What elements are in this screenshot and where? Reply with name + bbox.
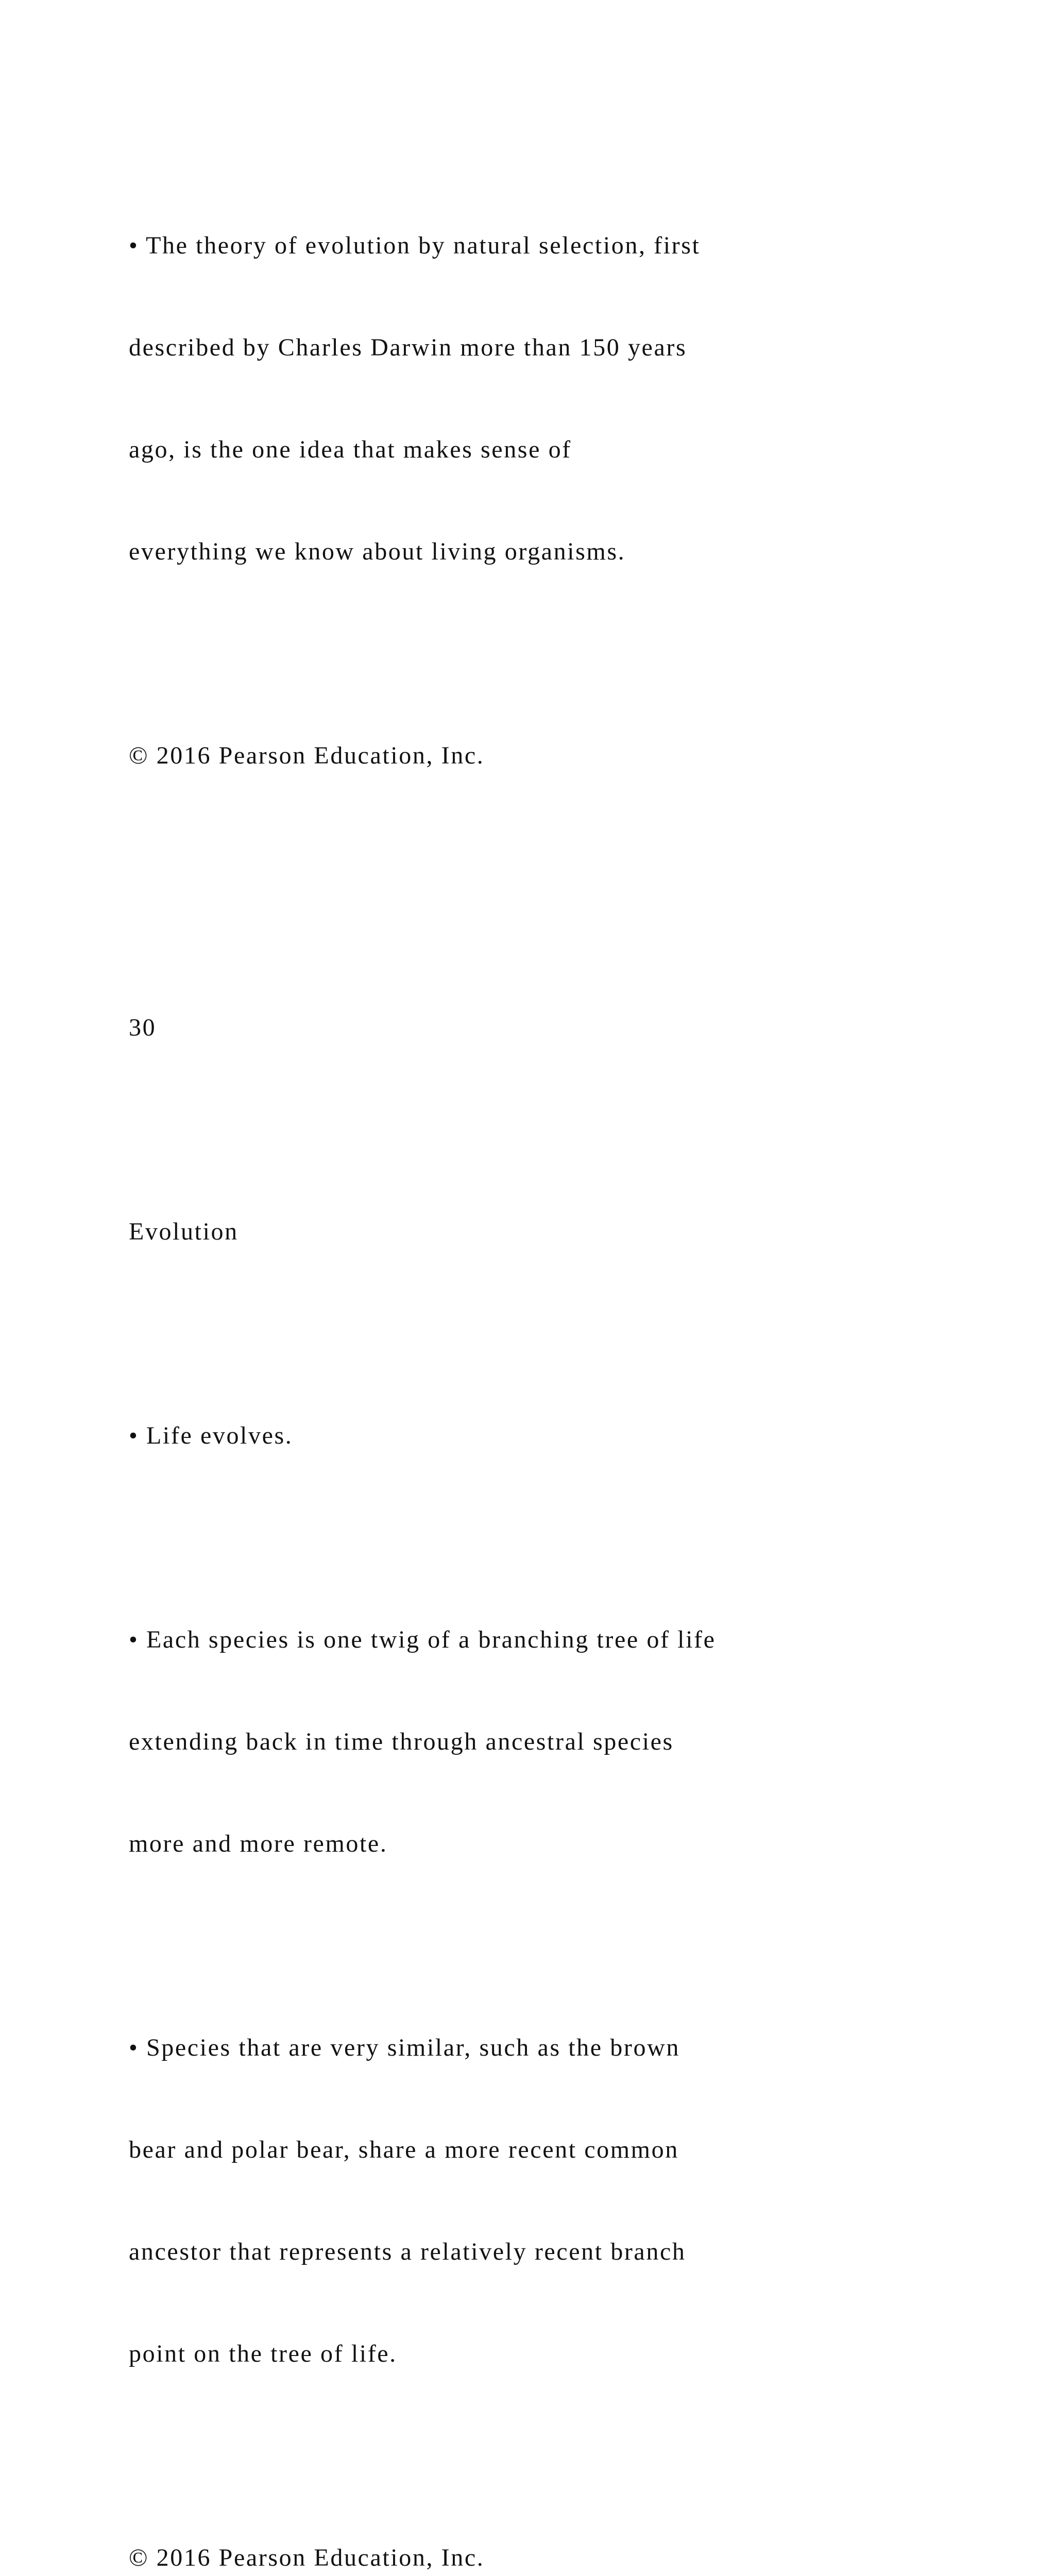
- text-line: © 2016 Pearson Education, Inc.: [129, 2544, 485, 2571]
- document-text: [129, 161, 953, 2576]
- text-line: • Life evolves.: [129, 1422, 293, 1449]
- bullet-similar-species: [129, 1963, 953, 2439]
- text-line: • Species that are very similar, such as the brown: [129, 2034, 680, 2061]
- text-line: point on the tree of life.: [129, 2340, 397, 2367]
- blank-gap: [129, 875, 953, 943]
- copyright-notice: [129, 2473, 953, 2576]
- bullet-life-evolves: [129, 1351, 953, 1521]
- text-line: 30: [129, 1014, 157, 1041]
- text-line: more and more remote.: [129, 1830, 388, 1857]
- paragraph-evolution-theory: [129, 161, 953, 637]
- text-line: © 2016 Pearson Education, Inc.: [129, 742, 485, 769]
- text-line: described by Charles Darwin more than 150 years: [129, 334, 687, 361]
- text-line: • The theory of evolution by natural selection, first: [129, 232, 701, 259]
- text-line: extending back in time through ancestral species: [129, 1728, 674, 1755]
- text-line: Evolution: [129, 1218, 239, 1245]
- bullet-species-twig: [129, 1555, 953, 1929]
- slide-number: [129, 943, 953, 1113]
- text-line: ancestor that represents a relatively recent branch: [129, 2238, 686, 2265]
- text-line: everything we know about living organisms.: [129, 538, 626, 565]
- copyright-notice: [129, 671, 953, 841]
- text-line: • Each species is one twig of a branching tree of life: [129, 1626, 716, 1653]
- slide-title: [129, 1147, 953, 1317]
- text-line: ago, is the one idea that makes sense of: [129, 436, 572, 463]
- text-line: bear and polar bear, share a more recent common: [129, 2136, 679, 2163]
